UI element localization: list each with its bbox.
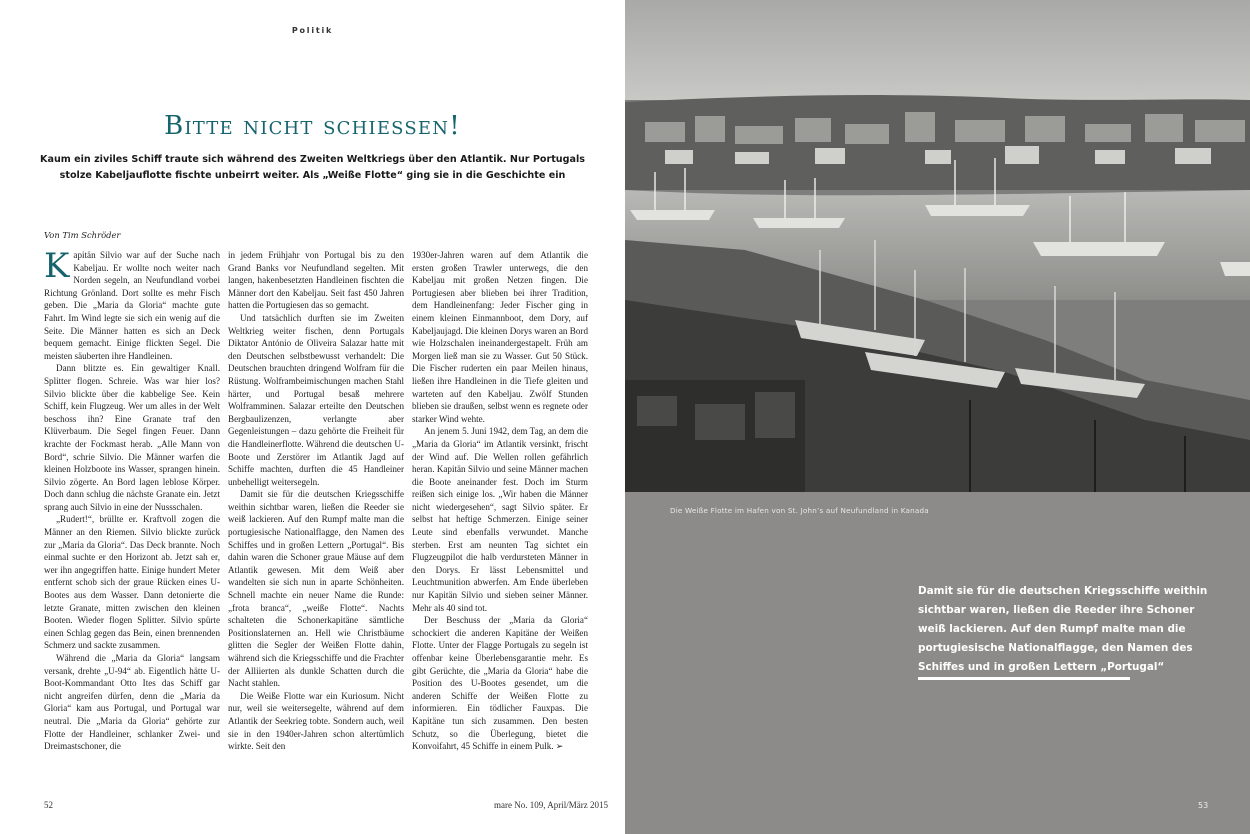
paragraph: 1930er-Jahren waren auf dem Atlantik die ersten großen Trawler unterwegs, die den Kabeljau mit großen Netzen fingen. Die Portugiesen aber blieben bei ihrer Tradition, dem Handleinenfang: Jeder Fischer ging in einem kleinen Einmannboot, dem Dory, auf Kabeljaujagd. Die kleinen Dorys waren an Bord wie Holzschalen ineinandergestapelt. Früh am Morgen ließ man sie zu Wasser. Gut 50 Stück. Die Fischer ruderten ein paar Meilen hinaus, ließen ihre Handleinen in die Tiefe gleiten und warteten auf den Kabeljau. Zwölf Stunden blieben sie draußen, selbst wenn es regnete oder starker Wind wehte. [412,250,588,424]
article-headline: Bitte nicht schiessen! [164,111,461,141]
paragraph-text: apitän Silvio war auf der Suche nach Kabeljau. Er wollte noch weiter nach Norden segeln, an Neufundland vorbei Richtung Grönland. Dort sollte es mehr Fisch geben. Die „Maria da Gloria“ machte gute Fahrt. Im Wind legte sie sich ein wenig auf die Seite. Die Männer hatten es sich an Deck bequem gemacht. Einige flickten Segel. Die meisten säuberten ihre Handleinen. [44,250,220,361]
page-number: 53 [1198,801,1209,810]
harbor-photo [625,0,1250,492]
issue-footer: mare No. 109, April/März 2015 [494,800,608,810]
text-column-2 [228,249,404,753]
paragraph: Und tatsächlich durften sie im Zweiten Weltkrieg weiter fischen, denn Portugals Diktator António de Oliveira Salazar hatte mit den Deutschen selbstbewusst verhandelt: Die Deutschen brauchten dringend Wolfram für die Rüstung. Wolframbeimischungen machen Stahl härter, und Portugal besaß mehrere Wolframminen. Salazar erteilte den Deutschen Bergbaulizenzen, verlangte aber Gegenleistungen – dazu gehörte die Freiheit für die Handleinerflotte. Während die deutschen U-Boote und Zerstörer im Atlantik Jagd auf Schiffe machten, durften die 45 Handleiner unbehelligt weitersegeln. [228,312,404,487]
right-page [625,0,1250,834]
paragraph: „Rudert!“, brüllte er. Kraftvoll zogen die Männer an den Riemen. Silvio blickte zurück zur „Maria da Gloria“. Das Deck brannte. Noch einmal suchte er den Horizont ab. Jetzt sah er, wer ihn angegriffen hatte. Einige hundert Meter entfernt schob sich der graue Rücken eines U-Bootes aus dem Wasser. Dann detonierte die letzte Granate, mitten zwischen den kleinen Booten. Wieder flogen Splitter. Silvio spürte einen Schlag gegen das Bein, einen brennenden Schmerz und sackte zusammen. [44,514,220,651]
section-rubric: Politik [291,26,334,35]
paragraph: An jenem 5. Juni 1942, dem Tag, an dem die „Maria da Gloria“ im Atlantik versinkt, frischt der Wind auf. Die Wellen rollen gefährlich heran. Kapitän Silvio und seine Männer machen die Boote aneinander fest. Doch im Sturm reißen sich einige los. „Wir haben die Männer nicht wiedergesehen“, sagt Silvio später. Er selbst hat heftige Schmerzen. Einige seiner Leute sind ebenfalls verwundet. Manche sterben. Erst am neunten Tag sichtet ein Flugzeugpilot die halb verdursteten Männer in den Dorys. Er lässt Lebensmittel und Leuchtmunition abwerfen. Am Ende überleben nur Kapitän Silvio und sieben seiner Männer. Mehr als 40 sind tot. [412,426,588,613]
paragraph: Der Beschuss der „Maria da Gloria“ schockiert die anderen Kapitäne der Weißen Flotte. Unter der Flagge Portugals zu segeln ist offenbar keine Überlebensgarantie mehr. Es gibt Gerüchte, die „Maria da Gloria“ habe die Position des U-Bootes gesendet, um die anderen Schiffe der Weißen Flotte zu informieren. Ein tödlicher Fauxpas. Die Kapitäne tun sich zusammen. Den besten Schutz, so die Überlegung, bietet die Konvoifahrt, 45 Schiffe in einem Pulk. ➢ [412,615,588,752]
paragraph: Damit sie für die deutschen Kriegsschiffe weithin sichtbar waren, ließen die Reeder sie weiß lackieren. Auf den Rumpf malte man die portugiesische Nationalflagge, den Namen des Schiffes und in großen Lettern „Portugal“. Bis dahin waren die Schoner graue Mäuse auf dem Atlantik gewesen. Mit dem Weiß aber wandelten sie sich nun in aparte Schönheiten. Schnell machte ein neuer Name die Runde: „frota branca“, „weiße Flotte“. Nachts schalteten die Schonerkapitäne sämtliche Positionslaternen an. Hell wie Christbäume glitten die Segler der Weißen Flotte dahin, während sich die Kriegsschiffe und die Frachter der Alliierten als dunkle Schatten durch die Nacht stahlen. [228,489,404,689]
pull-quote-rule [918,677,1130,680]
page-number: 52 [44,800,53,810]
paragraph: Während die „Maria da Gloria“ langsam versank, drehte „U-94“ ab. Eigentlich hätte U-Boot-Kommandant Otto Ites das Schiff gar nicht angreifen dürfen, denn die „Maria da Gloria“ kam aus Portugal, und Portugal war neutral. Die „Maria da Gloria“ gehörte zur Flotte der Handleiner, schlanker Zwei- und Dreimastschoner, die [44,653,220,752]
byline: Von Tim Schröder [44,230,121,240]
text-column-1 [44,246,220,753]
drop-cap: K [44,246,70,286]
paragraph [44,246,220,362]
paragraph: Dann blitzte es. Ein gewaltiger Knall. Splitter flogen. Schreie. Was war hier los? Silvio blickte über die kabbelige See. Kein Schiff, kein Flugzeug. Wer um alles in der Welt beschoss ihn? Eine Granate traf den Klüverbaum. Die Segel fingen Feuer. Dann krachte der Fockmast herab. „Alle Mann von Bord“, schrie Silvio. Die Männer warfen die kleinen Holzboote ins Wasser, sprangen hinein. Silvio zögerte. An Bord lagen leblose Körper. Doch dann schlug die nächste Granate ein. Jetzt sprang auch Silvio in eine der Nussschalen. [44,363,220,512]
photo-caption: Die Weiße Flotte im Hafen von St. John’s auf Neufundland in Kanada [670,506,929,515]
article-lead: Kaum ein ziviles Schiff traute sich während des Zweiten Weltkriegs über den Atlantik. Nur Portugals stolze Kabeljauflotte fischte unbeirrt weiter. Als „Weiße Flotte“ ging sie in die Geschichte ein [40,154,585,181]
paragraph: Die Weiße Flotte war ein Kuriosum. Nicht nur, weil sie weitersegelte, während auf dem Atlantik der Seekrieg tobte. Sondern auch, weil sie in den 1940er-Jahren schon altertümlich wirkte. Seit den [228,690,404,752]
paragraph: in jedem Frühjahr von Portugal bis zu den Grand Banks vor Neufundland segelten. Mit langen, hakenbesetzten Handleinen fischten die Männer dort den Kabeljau. Seit fast 450 Jahren hatten die Portugiesen das so gemacht. [228,250,404,311]
harbor-photo-illustration [625,0,1250,492]
pull-quote: Damit sie für die deutschen Kriegsschiffe weithin sichtbar waren, ließen die Reeder ihre Schoner weiß lackieren. Auf den Rumpf malte man die portugiesische Nationalflagge, den Namen des Schiffes und in großen Lettern „Portugal“ [918,585,1208,673]
text-column-3 [412,249,588,753]
